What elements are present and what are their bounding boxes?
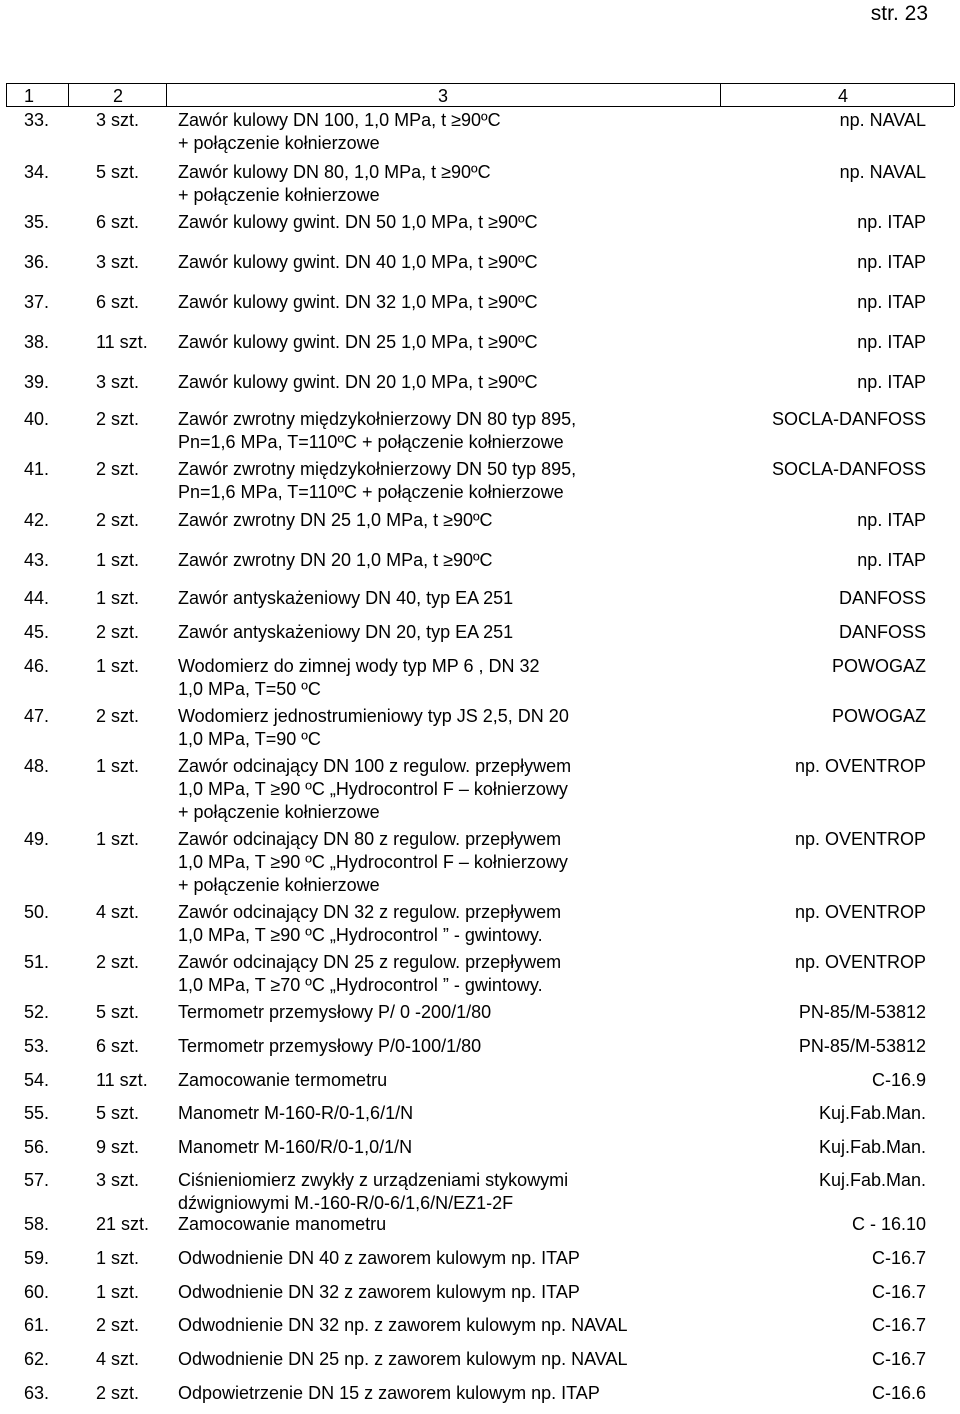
row-producer: np. ITAP [857,372,926,392]
row-number: 45. [24,622,50,642]
row-producer: np. ITAP [857,212,926,232]
row-producer: Kuj.Fab.Man. [818,1137,926,1157]
row-quantity: 1 szt. [96,756,140,776]
row-description-continued: + połączenie kołnierzowe [178,133,380,153]
row-description: Zawór zwrotny DN 20 1,0 MPa, t ≥90ºC [178,550,493,570]
row-description: Wodomierz jednostrumieniowy typ JS 2,5, DN 20 [178,706,569,726]
row-producer: C-16.7 [871,1282,926,1302]
row-number: 54. [24,1070,50,1090]
row-number: 37. [24,292,50,312]
header-divider [6,83,7,106]
row-description: Odpowietrzenie DN 15 z zaworem kulowym np. ITAP [178,1383,600,1403]
row-number: 42. [24,510,50,530]
row-description-continued: dźwigniowymi M.-160-R/0-6/1,6/N/EZ1-2F [178,1193,514,1213]
row-number: 48. [24,756,50,776]
row-description: Zawór kulowy gwint. DN 20 1,0 MPa, t ≥90ºC [178,372,538,392]
row-number: 41. [24,459,50,479]
row-description: Zawór zwrotny międzykołnierzowy DN 80 typ 895, [178,409,577,429]
row-producer: DANFOSS [838,588,926,608]
row-quantity: 5 szt. [96,1002,140,1022]
row-description: Odwodnienie DN 40 z zaworem kulowym np. ITAP [178,1248,580,1268]
page-number: str. 23 [870,2,928,25]
row-description-continued: 1,0 MPa, T=50 ºC [178,679,321,699]
row-number: 49. [24,829,50,849]
row-quantity: 5 szt. [96,162,140,182]
row-number: 56. [24,1137,50,1157]
row-producer: np. OVENTROP [794,829,926,849]
row-description: Zawór odcinający DN 80 z regulow. przepływem [178,829,562,849]
row-quantity: 3 szt. [96,372,140,392]
row-producer: C-16.7 [871,1248,926,1268]
row-number: 33. [24,110,50,130]
row-description-continued: 1,0 MPa, T ≥90 ºC „Hydrocontrol ” - gwintowy. [178,925,543,945]
row-description: Odwodnienie DN 25 np. z zaworem kulowym np. NAVAL [178,1349,628,1369]
row-quantity: 2 szt. [96,510,140,530]
row-description-continued: Pn=1,6 MPa, T=110ºC + połączenie kołnierzowe [178,482,564,502]
row-quantity: 1 szt. [96,1248,140,1268]
row-quantity: 21 szt. [96,1214,150,1234]
row-quantity: 2 szt. [96,1383,140,1403]
row-producer: np. OVENTROP [794,952,926,972]
header-col-1: 1 [24,86,35,106]
row-producer: SOCLA-DANFOSS [771,459,926,479]
row-number: 61. [24,1315,50,1335]
row-description-continued: 1,0 MPa, T=90 ºC [178,729,321,749]
row-producer: np. OVENTROP [794,756,926,776]
row-producer: SOCLA-DANFOSS [771,409,926,429]
row-number: 40. [24,409,50,429]
row-description: Zawór kulowy gwint. DN 32 1,0 MPa, t ≥90ºC [178,292,538,312]
row-description: Termometr przemysłowy P/ 0 -200/1/80 [178,1002,492,1022]
row-quantity: 2 szt. [96,952,140,972]
row-producer: C-16.6 [871,1383,926,1403]
row-number: 53. [24,1036,50,1056]
row-producer: np. ITAP [857,510,926,530]
row-quantity: 6 szt. [96,212,140,232]
row-number: 58. [24,1214,50,1234]
row-producer: C - 16.10 [851,1214,926,1234]
table-top-border [6,83,954,84]
header-col-2: 2 [113,86,124,106]
row-number: 52. [24,1002,50,1022]
header-divider [954,83,955,106]
row-quantity: 2 szt. [96,622,140,642]
row-quantity: 2 szt. [96,459,140,479]
row-quantity: 4 szt. [96,1349,140,1369]
row-quantity: 3 szt. [96,252,140,272]
row-description: Zawór kulowy gwint. DN 40 1,0 MPa, t ≥90ºC [178,252,538,272]
row-producer: POWOGAZ [832,706,926,726]
row-description: Wodomierz do zimnej wody typ MP 6 , DN 32 [178,656,540,676]
row-producer: C-16.9 [871,1070,926,1090]
header-col-4: 4 [838,86,849,106]
row-number: 59. [24,1248,50,1268]
row-quantity: 6 szt. [96,292,140,312]
row-description: Zawór kulowy gwint. DN 50 1,0 MPa, t ≥90ºC [178,212,538,232]
row-quantity: 11 szt. [96,1070,148,1090]
row-description: Odwodnienie DN 32 np. z zaworem kulowym np. NAVAL [178,1315,628,1335]
row-number: 63. [24,1383,50,1403]
row-producer: Kuj.Fab.Man. [818,1103,926,1123]
header-bottom-border [6,106,954,107]
row-quantity: 1 szt. [96,1282,140,1302]
row-quantity: 3 szt. [96,1170,140,1190]
row-description: Zawór odcinający DN 32 z regulow. przepływem [178,902,562,922]
row-description: Manometr M-160-R/0-1,6/1/N [178,1103,414,1123]
row-number: 55. [24,1103,50,1123]
row-producer: np. ITAP [857,550,926,570]
row-description: Termometr przemysłowy P/0-100/1/80 [178,1036,482,1056]
row-producer: np. NAVAL [839,110,926,130]
row-description: Zawór antyskażeniowy DN 40, typ EA 251 [178,588,514,608]
row-number: 36. [24,252,50,272]
row-number: 35. [24,212,50,232]
row-producer: C-16.7 [871,1349,926,1369]
row-description-continued: 1,0 MPa, T ≥90 ºC „Hydrocontrol F – kołnierzowy [178,852,568,872]
row-quantity: 1 szt. [96,588,140,608]
row-quantity: 9 szt. [96,1137,140,1157]
row-quantity: 5 szt. [96,1103,140,1123]
row-description: Zawór zwrotny DN 25 1,0 MPa, t ≥90ºC [178,510,493,530]
row-description: Manometr M-160/R/0-1,0/1/N [178,1137,413,1157]
row-number: 50. [24,902,50,922]
row-quantity: 6 szt. [96,1036,140,1056]
row-number: 38. [24,332,50,352]
row-description: Odwodnienie DN 32 z zaworem kulowym np. ITAP [178,1282,580,1302]
row-producer: np. NAVAL [839,162,926,182]
row-description-continued: 1,0 MPa, T ≥90 ºC „Hydrocontrol F – kołnierzowy [178,779,568,799]
header-divider [720,83,721,106]
row-description: Zawór odcinający DN 100 z regulow. przepływem [178,756,572,776]
row-quantity: 11 szt. [96,332,148,352]
row-description-continued: + połączenie kołnierzowe [178,875,380,895]
row-producer: np. ITAP [857,332,926,352]
row-quantity: 1 szt. [96,829,140,849]
header-col-3: 3 [438,86,449,106]
row-quantity: 1 szt. [96,550,140,570]
row-producer: DANFOSS [838,622,926,642]
row-number: 44. [24,588,50,608]
row-description-continued: Pn=1,6 MPa, T=110ºC + połączenie kołnierzowe [178,432,564,452]
row-number: 47. [24,706,50,726]
row-quantity: 2 szt. [96,706,140,726]
row-number: 57. [24,1170,50,1190]
row-number: 46. [24,656,50,676]
row-quantity: 3 szt. [96,110,140,130]
row-description-continued: 1,0 MPa, T ≥70 ºC „Hydrocontrol ” - gwintowy. [178,975,543,995]
row-producer: np. ITAP [857,252,926,272]
row-number: 43. [24,550,50,570]
row-quantity: 2 szt. [96,1315,140,1335]
row-quantity: 2 szt. [96,409,140,429]
row-number: 39. [24,372,50,392]
row-producer: POWOGAZ [832,656,926,676]
row-description: Zawór zwrotny międzykołnierzowy DN 50 typ 895, [178,459,577,479]
row-description: Ciśnieniomierz zwykły z urządzeniami stykowymi [178,1170,569,1190]
row-producer: PN-85/M-53812 [798,1002,926,1022]
row-number: 62. [24,1349,50,1369]
row-description: Zamocowanie termometru [178,1070,388,1090]
row-number: 51. [24,952,50,972]
row-description-continued: + połączenie kołnierzowe [178,185,380,205]
row-producer: PN-85/M-53812 [798,1036,926,1056]
header-divider [166,83,167,106]
row-number: 34. [24,162,50,182]
row-description: Zawór kulowy DN 100, 1,0 MPa, t ≥90ºC [178,110,501,130]
row-producer: np. ITAP [857,292,926,312]
row-description: Zamocowanie manometru [178,1214,387,1234]
row-description: Zawór kulowy gwint. DN 25 1,0 MPa, t ≥90ºC [178,332,538,352]
row-producer: Kuj.Fab.Man. [818,1170,926,1190]
row-number: 60. [24,1282,50,1302]
row-description: Zawór odcinający DN 25 z regulow. przepływem [178,952,562,972]
row-description-continued: + połączenie kołnierzowe [178,802,380,822]
row-description: Zawór kulowy DN 80, 1,0 MPa, t ≥90ºC [178,162,491,182]
header-divider [68,83,69,106]
row-description: Zawór antyskażeniowy DN 20, typ EA 251 [178,622,514,642]
row-producer: C-16.7 [871,1315,926,1335]
row-quantity: 4 szt. [96,902,140,922]
row-quantity: 1 szt. [96,656,140,676]
row-producer: np. OVENTROP [794,902,926,922]
